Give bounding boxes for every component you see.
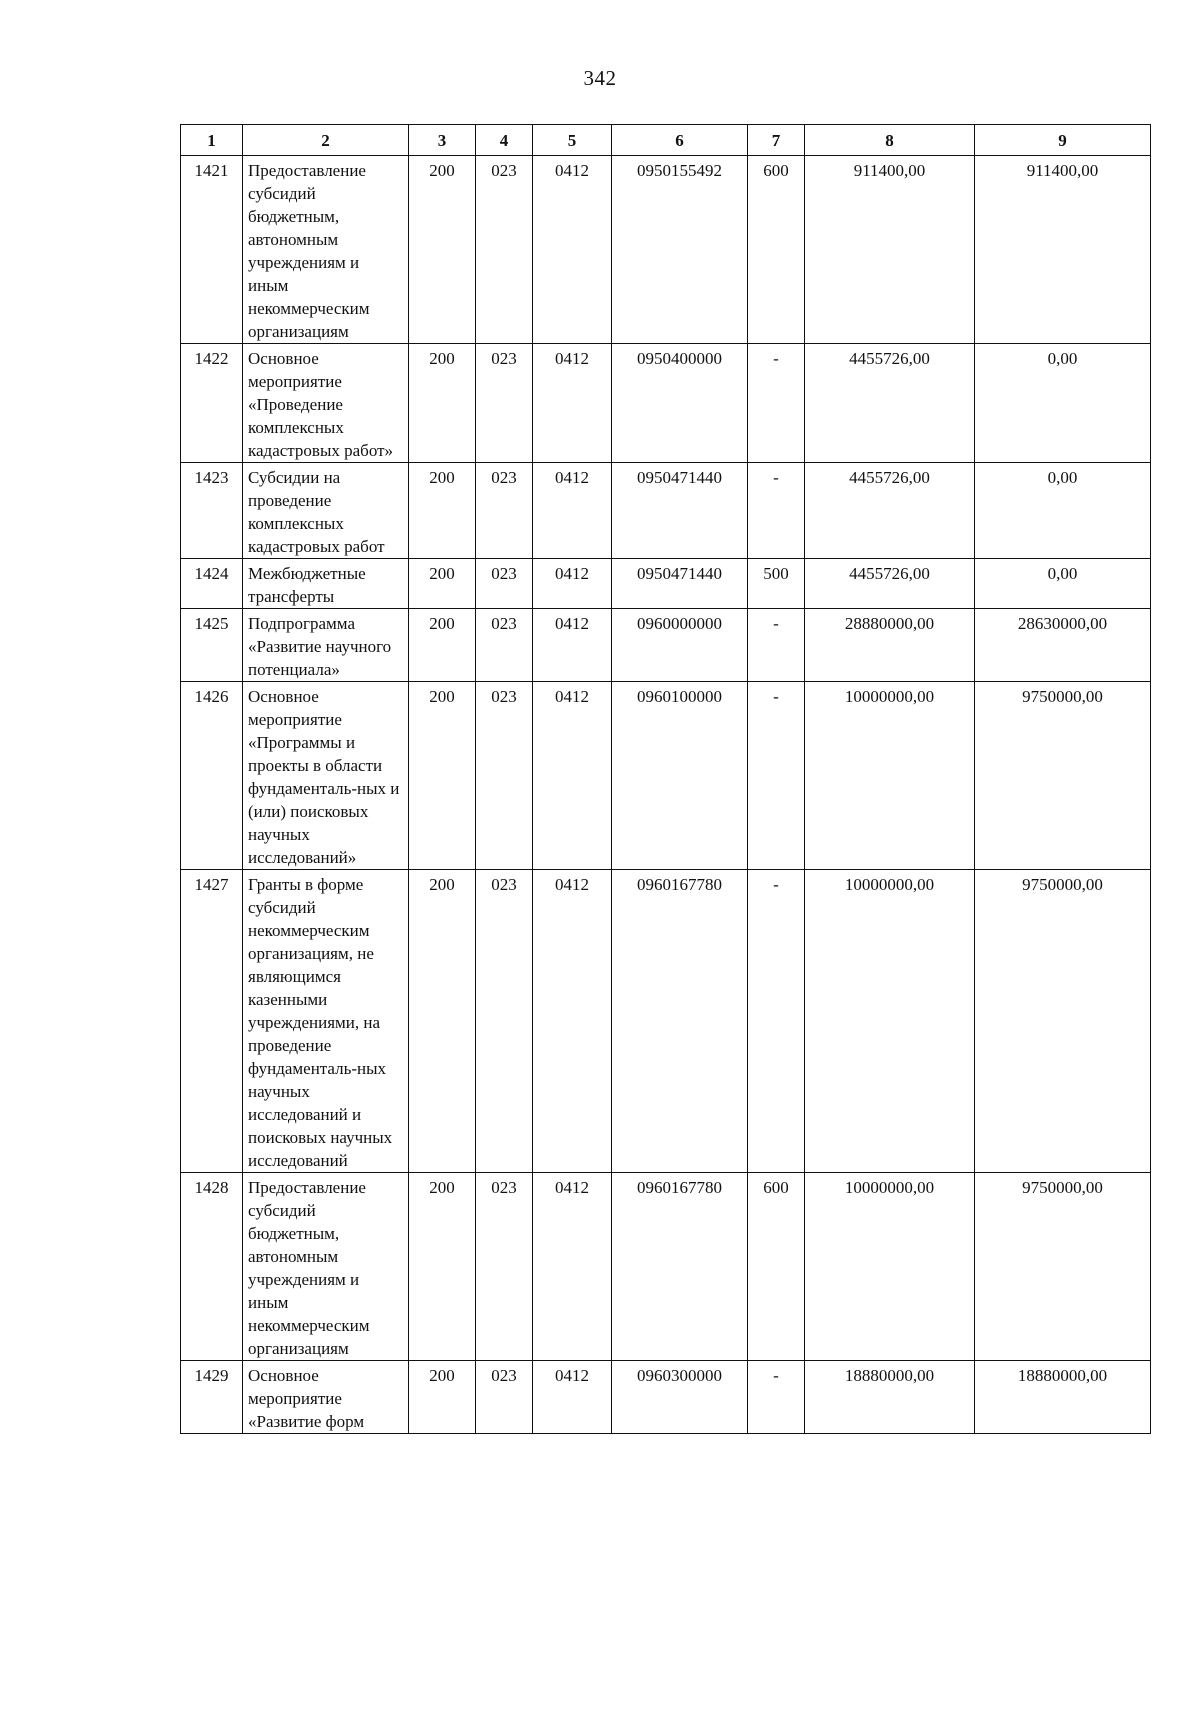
- row-name: Гранты в форме субсидий некоммерческим организациям, не являющимся казенными учреждениями, на проведение фундаменталь-ных научных исследований и поисковых научных исследований: [243, 870, 409, 1173]
- row-number: 1424: [181, 559, 243, 609]
- column-header-7: 7: [748, 125, 805, 156]
- row-col7: -: [748, 870, 805, 1173]
- row-number: 1426: [181, 682, 243, 870]
- row-number: 1422: [181, 344, 243, 463]
- column-header-4: 4: [476, 125, 533, 156]
- row-col6: 0960000000: [612, 609, 748, 682]
- row-col4: 023: [476, 156, 533, 344]
- row-col8: 4455726,00: [805, 559, 975, 609]
- row-col9: 18880000,00: [975, 1361, 1151, 1434]
- row-col6: 0960300000: [612, 1361, 748, 1434]
- page-number: 342: [583, 66, 617, 90]
- table-row: [181, 156, 1151, 344]
- table-row: [181, 609, 1151, 682]
- row-col9: 28630000,00: [975, 609, 1151, 682]
- row-col8: 10000000,00: [805, 1173, 975, 1361]
- table-row: [181, 344, 1151, 463]
- row-col3: 200: [409, 559, 476, 609]
- row-col5: 0412: [533, 559, 612, 609]
- row-col9: 9750000,00: [975, 1173, 1151, 1361]
- column-header-5: 5: [533, 125, 612, 156]
- row-col3: 200: [409, 870, 476, 1173]
- row-name: Субсидии на проведение комплексных кадастровых работ: [243, 463, 409, 559]
- table-row: [181, 682, 1151, 870]
- row-col5: 0412: [533, 463, 612, 559]
- row-col9: 9750000,00: [975, 870, 1151, 1173]
- row-number: 1423: [181, 463, 243, 559]
- row-col5: 0412: [533, 156, 612, 344]
- row-col3: 200: [409, 609, 476, 682]
- row-col7: -: [748, 344, 805, 463]
- row-col6: 0950155492: [612, 156, 748, 344]
- column-header-6: 6: [612, 125, 748, 156]
- row-col4: 023: [476, 463, 533, 559]
- table-row: [181, 1173, 1151, 1361]
- row-col7: 600: [748, 1173, 805, 1361]
- table-row: [181, 559, 1151, 609]
- table-row: [181, 1361, 1151, 1434]
- row-number: 1427: [181, 870, 243, 1173]
- row-col9: 0,00: [975, 344, 1151, 463]
- row-col4: 023: [476, 344, 533, 463]
- table-row: [181, 463, 1151, 559]
- row-col4: 023: [476, 1361, 533, 1434]
- row-col9: 0,00: [975, 559, 1151, 609]
- row-col4: 023: [476, 682, 533, 870]
- row-col8: 10000000,00: [805, 870, 975, 1173]
- row-col6: 0960100000: [612, 682, 748, 870]
- row-col7: 500: [748, 559, 805, 609]
- column-header-1: 1: [181, 125, 243, 156]
- row-col8: 4455726,00: [805, 463, 975, 559]
- row-col7: 600: [748, 156, 805, 344]
- row-col4: 023: [476, 870, 533, 1173]
- row-col5: 0412: [533, 870, 612, 1173]
- row-col3: 200: [409, 463, 476, 559]
- row-col8: 10000000,00: [805, 682, 975, 870]
- row-col4: 023: [476, 559, 533, 609]
- column-header-8: 8: [805, 125, 975, 156]
- row-number: 1421: [181, 156, 243, 344]
- row-col5: 0412: [533, 1361, 612, 1434]
- row-col4: 023: [476, 1173, 533, 1361]
- row-col5: 0412: [533, 1173, 612, 1361]
- row-col6: 0950471440: [612, 463, 748, 559]
- row-number: 1428: [181, 1173, 243, 1361]
- row-col3: 200: [409, 682, 476, 870]
- row-name: Предоставление субсидий бюджетным, автономным учреждениям и иным некоммерческим организациям: [243, 1173, 409, 1361]
- row-col8: 18880000,00: [805, 1361, 975, 1434]
- row-col3: 200: [409, 1173, 476, 1361]
- column-header-9: 9: [975, 125, 1151, 156]
- row-number: 1429: [181, 1361, 243, 1434]
- row-name: Основное мероприятие «Развитие форм: [243, 1361, 409, 1434]
- row-col7: -: [748, 1361, 805, 1434]
- header-row: [181, 125, 1151, 156]
- row-col6: 0960167780: [612, 1173, 748, 1361]
- row-name: Подпрограмма «Развитие научного потенциала»: [243, 609, 409, 682]
- row-col6: 0960167780: [612, 870, 748, 1173]
- row-col7: -: [748, 609, 805, 682]
- row-col8: 911400,00: [805, 156, 975, 344]
- row-name: Основное мероприятие «Проведение комплексных кадастровых работ»: [243, 344, 409, 463]
- row-col5: 0412: [533, 609, 612, 682]
- row-col3: 200: [409, 1361, 476, 1434]
- row-name: Предоставление субсидий бюджетным, автономным учреждениям и иным некоммерческим организациям: [243, 156, 409, 344]
- row-col7: -: [748, 463, 805, 559]
- row-col9: 9750000,00: [975, 682, 1151, 870]
- row-col9: 0,00: [975, 463, 1151, 559]
- row-col8: 4455726,00: [805, 344, 975, 463]
- row-name: Межбюджетные трансферты: [243, 559, 409, 609]
- row-col8: 28880000,00: [805, 609, 975, 682]
- row-col9: 911400,00: [975, 156, 1151, 344]
- row-col6: 0950400000: [612, 344, 748, 463]
- row-col5: 0412: [533, 682, 612, 870]
- table-row: [181, 870, 1151, 1173]
- row-col4: 023: [476, 609, 533, 682]
- column-header-3: 3: [409, 125, 476, 156]
- row-col5: 0412: [533, 344, 612, 463]
- row-col6: 0950471440: [612, 559, 748, 609]
- row-name: Основное мероприятие «Программы и проекты в области фундаменталь-ных и (или) поисковых научных исследований»: [243, 682, 409, 870]
- budget-table: [180, 124, 1151, 1434]
- row-number: 1425: [181, 609, 243, 682]
- row-col3: 200: [409, 344, 476, 463]
- row-col3: 200: [409, 156, 476, 344]
- column-header-2: 2: [243, 125, 409, 156]
- row-col7: -: [748, 682, 805, 870]
